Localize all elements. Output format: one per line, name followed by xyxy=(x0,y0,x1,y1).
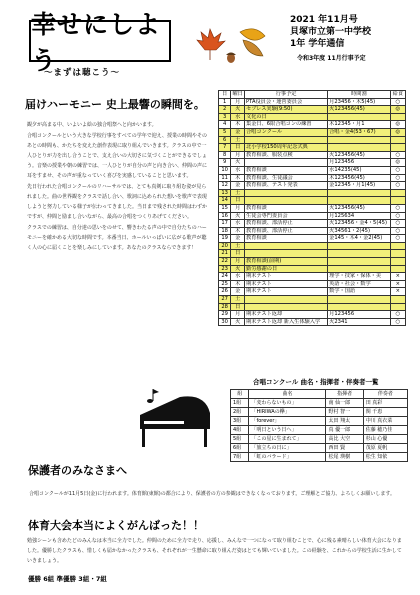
leaf-icon xyxy=(240,29,265,56)
table-row xyxy=(219,311,406,319)
table-cell: 真 優一郎 xyxy=(326,426,363,435)
column-header: 日 xyxy=(219,91,231,99)
table-cell: 松生 知依 xyxy=(363,453,407,462)
table-cell: 「この星に生まれて」 xyxy=(249,435,326,444)
winners-line: 優勝 6組 準優勝 3組・7組 xyxy=(28,575,107,583)
paragraph: 先日行われた合唱コンクールのリハーサルでは、とても真剣に取り組む姿が見られました。曲の世界観をクラスで話し合い、歌詞に込められた想いを歌声で表現しようと努力している様子が伝わってきました。当日まで残された時間はわずかですが、仲間と励まし合いながら、最高の合唱をつくりあげてください。 xyxy=(27,184,207,220)
table-cell: 月 xyxy=(231,311,245,319)
table-cell: 月 xyxy=(231,204,245,212)
autumn-leaves-illustration xyxy=(185,20,285,70)
table-row xyxy=(219,128,406,136)
table-row xyxy=(231,399,408,408)
column-header: 指揮者 xyxy=(326,390,363,399)
table-cell: 月125634 xyxy=(328,212,390,220)
table-cell: 5組 xyxy=(231,435,249,444)
table-row xyxy=(219,212,406,220)
school-name: 貝塚市立第一中学校 xyxy=(290,27,372,37)
table-cell: 杉山 心優 xyxy=(363,435,407,444)
table-cell: 14 xyxy=(219,197,231,205)
table-row xyxy=(231,426,408,435)
table-cell: × xyxy=(390,280,405,288)
table-cell: 英語・社会・数学 xyxy=(328,280,390,288)
table-row xyxy=(231,435,408,444)
column-header: 給食 xyxy=(390,91,405,99)
chorus-table xyxy=(230,389,408,462)
table-cell: 火123456(45) xyxy=(328,204,390,212)
table-cell: 水 xyxy=(231,166,245,174)
table-header-row xyxy=(219,91,406,99)
table-cell xyxy=(245,303,328,311)
table-cell: ◎ xyxy=(390,159,405,167)
table-cell: 土 xyxy=(231,136,245,144)
table-cell: 火123456・金4・5(45) xyxy=(328,220,390,228)
table-row xyxy=(231,417,408,426)
acorn-icon xyxy=(226,53,236,64)
table-cell xyxy=(328,189,390,197)
table-cell: 茂原 夏帆 xyxy=(363,444,407,453)
piano-icon xyxy=(140,396,210,447)
table-row xyxy=(219,98,406,106)
table-cell: 日 xyxy=(231,144,245,152)
table-cell: 月23456・木5(45) xyxy=(328,98,390,106)
table-row xyxy=(219,106,406,114)
table-cell: × xyxy=(390,273,405,281)
table-cell: 数学・国語 xyxy=(328,288,390,296)
table-row xyxy=(231,444,408,453)
table-cell xyxy=(328,296,390,304)
table-row xyxy=(219,204,406,212)
table-row xyxy=(219,265,406,273)
table-cell: 水 xyxy=(231,113,245,121)
table-cell: 日 xyxy=(231,303,245,311)
paragraph: 合唱コンクールという大きな学校行事をすべての学年で迎え、授業の時間やそのあとの時間も、かたちを変えた創作表現に取り組んでいきます。クラスの中で一人ひとりが力を出し合うことで、支え合いの大切さに気づくことができるでしょう。音楽の授業や朝の練習では、一人ひとりが自分の声と向き合い、仲間の声に耳をすませ、その声が重なっていく喜びを実感していることと思います。 xyxy=(27,133,208,179)
table-cell xyxy=(328,250,390,258)
table-cell: 30 xyxy=(219,318,231,326)
table-cell: 土 xyxy=(231,189,245,197)
table-cell xyxy=(245,296,328,304)
table-cell: 西田 賢 xyxy=(326,444,363,453)
table-cell: 野村 智一 xyxy=(326,408,363,417)
table-cell xyxy=(328,144,390,152)
table-cell: 火123456(45) xyxy=(328,151,390,159)
table-cell: 4組 xyxy=(231,426,249,435)
table-row xyxy=(219,151,406,159)
table-cell xyxy=(245,242,328,250)
table-cell xyxy=(328,136,390,144)
table-cell: 期末テスト返却 新入生体験入学 xyxy=(245,318,328,326)
table-cell: 金 xyxy=(231,128,245,136)
table-cell: 28 xyxy=(219,303,231,311)
table-cell: 教育相談、テスト発表 xyxy=(245,182,328,190)
column-header: 伴奏者 xyxy=(363,390,407,399)
table-cell: 4 xyxy=(219,121,231,129)
table-row xyxy=(219,242,406,250)
table-cell: 集金日、6限合唱コンの練習 xyxy=(245,121,328,129)
table-cell: 教育相談 xyxy=(245,235,328,243)
table-cell: 月 xyxy=(231,258,245,266)
table-cell: 期末テスト xyxy=(245,273,328,281)
table-cell: 木 xyxy=(231,280,245,288)
table-row xyxy=(219,258,406,266)
section-heading-chorus: 届けハーモニー 史上最響の瞬間を。 xyxy=(25,98,205,111)
table-row xyxy=(219,144,406,152)
schedule-rows xyxy=(219,98,406,326)
table-cell: 期末テスト返却 xyxy=(245,311,328,319)
table-cell: 木12345・月1 xyxy=(328,121,390,129)
table-cell: 水 xyxy=(231,220,245,228)
paragraph: クラスでの練習は、自分達の思いをのせて、響きわたる声の中で自分たちのハーモニーを確かめる大切な時間です。本番当日、ホールいっぱいに広がる歌声が聴く人の心に届くことを楽しみにしています。あなたのクラスならできます！ xyxy=(27,225,207,251)
table-row xyxy=(219,159,406,167)
table-cell: 木 xyxy=(231,227,245,235)
table-cell xyxy=(245,136,328,144)
table-cell xyxy=(390,144,405,152)
table-cell: ○ xyxy=(390,166,405,174)
table-cell xyxy=(328,113,390,121)
chorus-table-title: 合唱コンクール 曲名・指揮者・伴奏者一覧 xyxy=(253,378,379,386)
table-cell: 金12345・月1(45) xyxy=(328,182,390,190)
table-cell: 火 xyxy=(231,212,245,220)
table-cell: ◎ xyxy=(390,106,405,114)
table-cell xyxy=(390,136,405,144)
table-row xyxy=(219,121,406,129)
table-cell: セブレス実験(9:50) xyxy=(245,106,328,114)
table-row xyxy=(219,113,406,121)
table-cell: ○ xyxy=(390,311,405,319)
table-cell: 18 xyxy=(219,227,231,235)
table-cell: 29 xyxy=(219,311,231,319)
table-row xyxy=(219,227,406,235)
maple-leaf-icon xyxy=(197,29,225,60)
table-cell: 6組 xyxy=(231,444,249,453)
table-cell: 水14235(45) xyxy=(328,166,390,174)
table-row xyxy=(219,273,406,281)
table-cell: 19 xyxy=(219,235,231,243)
table-cell: 10 xyxy=(219,166,231,174)
table-row xyxy=(219,166,406,174)
table-cell: 北小学校150周年記念式典 xyxy=(245,144,328,152)
table-cell: 「虹のバラード」 xyxy=(249,453,326,462)
table-cell xyxy=(328,265,390,273)
table-cell: ○ xyxy=(390,227,405,235)
table-cell xyxy=(328,197,390,205)
table-cell: 土 xyxy=(231,296,245,304)
table-cell: 火 xyxy=(231,159,245,167)
table-cell: ◎ xyxy=(390,121,405,129)
table-cell: 松尾 瑛樹 xyxy=(326,453,363,462)
table-cell: 佐藤 穂乃佳 xyxy=(363,426,407,435)
table-cell: 教育相談、服装点検 xyxy=(245,151,328,159)
table-cell xyxy=(390,258,405,266)
table-cell: 日 xyxy=(231,197,245,205)
table-row xyxy=(219,303,406,311)
table-cell: 高比 大空 xyxy=(326,435,363,444)
table-cell: 合唱・金4(53・67) xyxy=(328,128,390,136)
table-row xyxy=(219,174,406,182)
table-cell xyxy=(328,242,390,250)
table-cell: 火123456(45) xyxy=(328,106,390,114)
table-cell: ○ xyxy=(390,318,405,326)
newsletter-header xyxy=(290,14,371,50)
table-cell: 「明日という日へ」 xyxy=(249,426,326,435)
table-cell: 理学・技家・保体・美 xyxy=(328,273,390,281)
table-cell: 3組 xyxy=(231,417,249,426)
table-cell: 関 千恵 xyxy=(363,408,407,417)
table-cell: 7組 xyxy=(231,453,249,462)
column-header: 行事予定 xyxy=(245,91,328,99)
table-cell: 南 仙一郎 xyxy=(326,399,363,408)
table-cell: ○ xyxy=(390,204,405,212)
table-row xyxy=(219,220,406,228)
issue-date: 2021 年11月号 xyxy=(290,15,358,25)
table-cell: 火34561・2(45) xyxy=(328,227,390,235)
table-cell: 期末テスト xyxy=(245,288,328,296)
table-cell: 土 xyxy=(231,242,245,250)
table-cell xyxy=(390,250,405,258)
schedule-table xyxy=(218,90,406,326)
table-cell: ○ xyxy=(390,151,405,159)
table-cell: 26 xyxy=(219,288,231,296)
page-title: 幸せにしよう xyxy=(29,20,171,62)
table-row xyxy=(219,250,406,258)
table-cell: 金 xyxy=(231,288,245,296)
table-cell: 教育相談、生徒議会 xyxy=(245,174,328,182)
table-row xyxy=(219,189,406,197)
table-cell: 7 xyxy=(219,144,231,152)
table-cell: 8 xyxy=(219,151,231,159)
table-cell: 火2341 xyxy=(328,318,390,326)
table-row xyxy=(219,288,406,296)
table-cell: 21 xyxy=(219,250,231,258)
table-cell xyxy=(390,197,405,205)
table-cell: 25 xyxy=(219,280,231,288)
section-body-sports-day: 勉強シーンも含めたどのみんなは本当に全力でした。仲間のために全力で走り、応援し、みんなで一つになって取り組むことで、心に残る素晴らしい体育大会になりました。優勝したクラスも、惜しくも届かなかったクラスも、それぞれが一生懸命に取り組んだ姿はとても輝いていました。この経験を、これからの学校生活に生かしていきましょう。 xyxy=(27,538,402,564)
table-cell: 勤労感謝の日 xyxy=(245,265,328,273)
music-note-icon xyxy=(147,389,159,403)
table-cell xyxy=(390,189,405,197)
table-cell: 教育相談、部活停止 xyxy=(245,227,328,235)
table-cell: 23 xyxy=(219,265,231,273)
table-cell xyxy=(328,258,390,266)
table-row xyxy=(219,136,406,144)
table-cell: 月123456 xyxy=(328,311,390,319)
table-header-row xyxy=(231,390,408,399)
table-cell: 教育相談 xyxy=(245,166,328,174)
table-cell: 火 xyxy=(231,265,245,273)
table-cell: 「旅立ちの日に」 xyxy=(249,444,326,453)
table-cell: 木 xyxy=(231,121,245,129)
table-cell: 月 xyxy=(231,98,245,106)
table-cell: 「HIRIWAの欅」 xyxy=(249,408,326,417)
table-row xyxy=(231,453,408,462)
table-cell xyxy=(390,265,405,273)
table-row xyxy=(219,235,406,243)
table-cell: ○ xyxy=(390,235,405,243)
table-cell: 木123456(45) xyxy=(328,174,390,182)
table-cell xyxy=(328,303,390,311)
table-cell: 「forever」 xyxy=(249,417,326,426)
table-cell: 火 xyxy=(231,106,245,114)
table-cell: 17 xyxy=(219,220,231,228)
grand-piano-illustration xyxy=(130,385,220,455)
table-cell: 16 xyxy=(219,212,231,220)
table-cell: 24 xyxy=(219,273,231,281)
table-cell: ○ xyxy=(390,220,405,228)
table-row xyxy=(231,408,408,417)
paragraph: 観夕が高まる中、いよいよ絵の独合唱祭へと向かいます。 xyxy=(27,122,157,128)
table-cell xyxy=(245,189,328,197)
table-cell xyxy=(390,296,405,304)
table-cell xyxy=(390,242,405,250)
table-cell xyxy=(245,159,328,167)
table-cell: × xyxy=(390,288,405,296)
table-row xyxy=(219,318,406,326)
table-cell: 教育相談 xyxy=(245,204,328,212)
table-cell: 金145・木4・金2(45) xyxy=(328,235,390,243)
table-cell: 2組 xyxy=(231,408,249,417)
page-subtitle: 〜まずは聴こう〜 xyxy=(44,68,121,78)
table-cell: 13 xyxy=(219,189,231,197)
table-cell: 水 xyxy=(231,273,245,281)
chorus-rows xyxy=(231,399,408,462)
column-header: 時間割 xyxy=(328,91,390,99)
table-cell: 金 xyxy=(231,235,245,243)
table-cell: 月123456 xyxy=(328,159,390,167)
section-body-parents: 合唱コンクールが11月5日(金)に行われます。体育館(東館)の都合により、保護者の方の参観はできなくなっております。ご理解とご協力、よろしくお願いします。 xyxy=(29,491,395,497)
section-heading-parents: 保護者のみなさまへ xyxy=(28,464,127,477)
table-cell: 金 xyxy=(231,182,245,190)
table-cell xyxy=(390,303,405,311)
table-cell: 火 xyxy=(231,318,245,326)
table-cell: 1 xyxy=(219,98,231,106)
table-cell: 太田 翔太 xyxy=(326,417,363,426)
table-cell: 教育相談、部活停止 xyxy=(245,220,328,228)
table-cell xyxy=(390,113,405,121)
table-cell: 日 xyxy=(231,250,245,258)
table-cell: 「変わらないもの」 xyxy=(249,399,326,408)
table-cell: PTA役員会・運営委員会 xyxy=(245,98,328,106)
table-cell: ○ xyxy=(390,174,405,182)
table-row xyxy=(219,197,406,205)
table-row xyxy=(219,182,406,190)
table-cell: 20 xyxy=(219,242,231,250)
table-cell: 22 xyxy=(219,258,231,266)
table-cell: 12 xyxy=(219,182,231,190)
table-cell: 11 xyxy=(219,174,231,182)
section-body-chorus xyxy=(27,120,210,253)
table-row xyxy=(219,296,406,304)
table-cell: 生徒会専門委員会 xyxy=(245,212,328,220)
column-header: 組 xyxy=(231,390,249,399)
table-cell: 教育相談(前期) xyxy=(245,258,328,266)
table-cell: 9 xyxy=(219,159,231,167)
table-cell: 5 xyxy=(219,128,231,136)
schedule-title: 令和3年度 11月行事予定 xyxy=(297,55,366,62)
table-cell: 期末テスト xyxy=(245,280,328,288)
table-cell xyxy=(245,250,328,258)
table-cell: 中川 真衣菜 xyxy=(363,417,407,426)
table-cell: 3 xyxy=(219,113,231,121)
table-cell: 27 xyxy=(219,296,231,304)
table-cell: 文化の日 xyxy=(245,113,328,121)
table-cell: 15 xyxy=(219,204,231,212)
table-cell: 6 xyxy=(219,136,231,144)
table-cell: 木 xyxy=(231,174,245,182)
table-cell: ○ xyxy=(390,212,405,220)
table-cell xyxy=(245,197,328,205)
section-heading-sports-day: 体育大会本当によくがんばった！！ xyxy=(28,519,204,532)
table-cell: 合唱コンクール xyxy=(245,128,328,136)
newsletter-name: 1年 学年通信 xyxy=(290,39,345,49)
table-cell: ○ xyxy=(390,98,405,106)
table-cell: 2 xyxy=(219,106,231,114)
table-cell: 田 真彩 xyxy=(363,399,407,408)
table-cell: 月 xyxy=(231,151,245,159)
table-cell: ◎ xyxy=(390,128,405,136)
column-header: 曲名 xyxy=(249,390,326,399)
table-row xyxy=(219,280,406,288)
table-cell: ○ xyxy=(390,182,405,190)
table-cell: 1組 xyxy=(231,399,249,408)
column-header: 曜日 xyxy=(232,91,243,97)
